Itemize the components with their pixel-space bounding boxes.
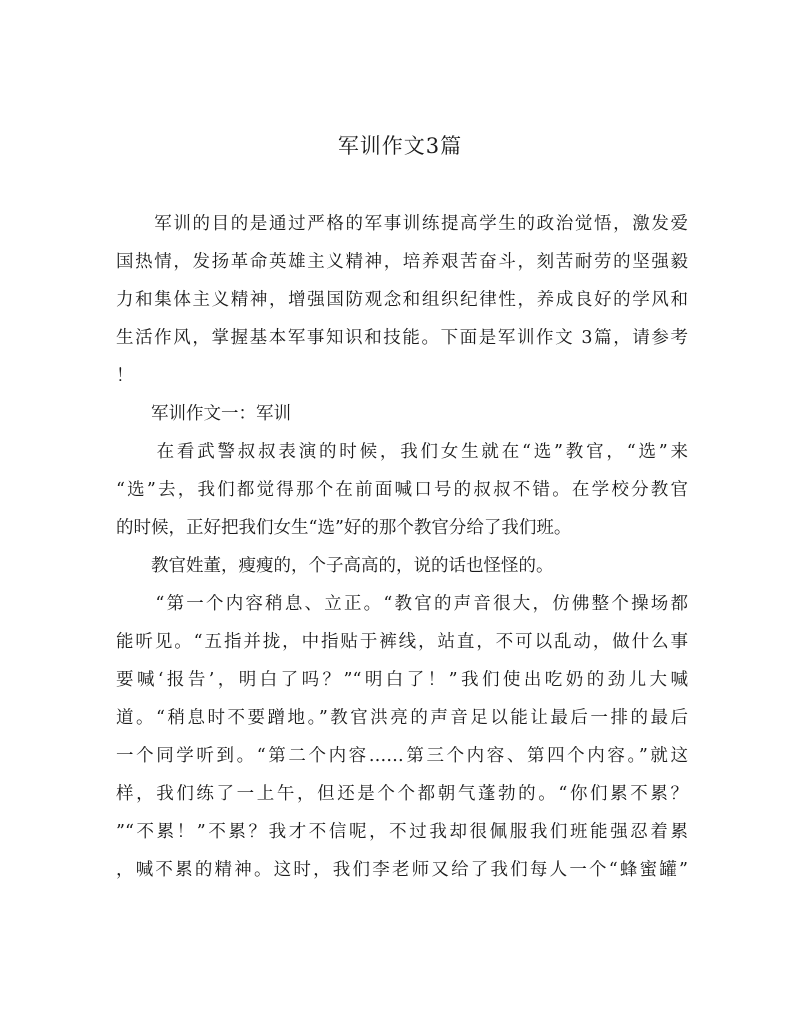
document-body: [116, 205, 688, 889]
text-line: 国热情，发扬革命英雄主义精神，培养艰苦奋斗，刻苦耐劳的坚强毅: [116, 252, 688, 272]
text-line: 在看武警叔叔表演的时候，我们女生就在“选”教官，“选”来: [116, 442, 688, 462]
text-line: 教官姓董，瘦瘦的，个子高高的，说的话也怪怪的。: [116, 556, 554, 576]
text-line: ！: [116, 366, 134, 386]
text-line: 样，我们练了一上午，但还是个个都朝气蓬勃的。“你们累不累？: [116, 784, 688, 804]
text-line: 能听见。“五指并拢，中指贴于裤线，站直，不可以乱动，做什么事: [116, 632, 688, 652]
text-line: 一个同学听到。“第二个内容……第三个内容、第四个内容。”就这: [116, 746, 688, 766]
text-line: “选”去，我们都觉得那个在前面喊口号的叔叔不错。在学校分教官: [116, 480, 688, 500]
text-line: 生活作风，掌握基本军事知识和技能。下面是军训作文 3篇，请参考: [116, 328, 688, 348]
document-title: 军训作文3篇: [337, 134, 463, 158]
text-line: ”“不累！”不累？我才不信呢，不过我却很佩服我们班能强忍着累: [116, 822, 688, 842]
text-line: 力和集体主义精神，增强国防观念和组织纪律性，养成良好的学风和: [116, 290, 688, 310]
text-line: ，喊不累的精神。这时，我们李老师又给了我们每人一个“蜂蜜罐”: [116, 860, 688, 880]
text-line: 要喊‘报告’，明白了吗？”“明白了！”我们使出吃奶的劲儿大喊: [116, 670, 688, 690]
text-line: 军训的目的是通过严格的军事训练提高学生的政治觉悟，激发爱: [116, 214, 688, 234]
text-line: 道。“稍息时不要蹭地。”教官洪亮的声音足以能让最后一排的最后: [116, 708, 688, 728]
section-heading: 军训作文一：军训: [116, 404, 291, 424]
text-line: 的时候，正好把我们女生“选”好的那个教官分给了我们班。: [116, 518, 572, 538]
text-line: “第一个内容稍息、立正。“教官的声音很大，仿佛整个操场都: [116, 594, 688, 614]
